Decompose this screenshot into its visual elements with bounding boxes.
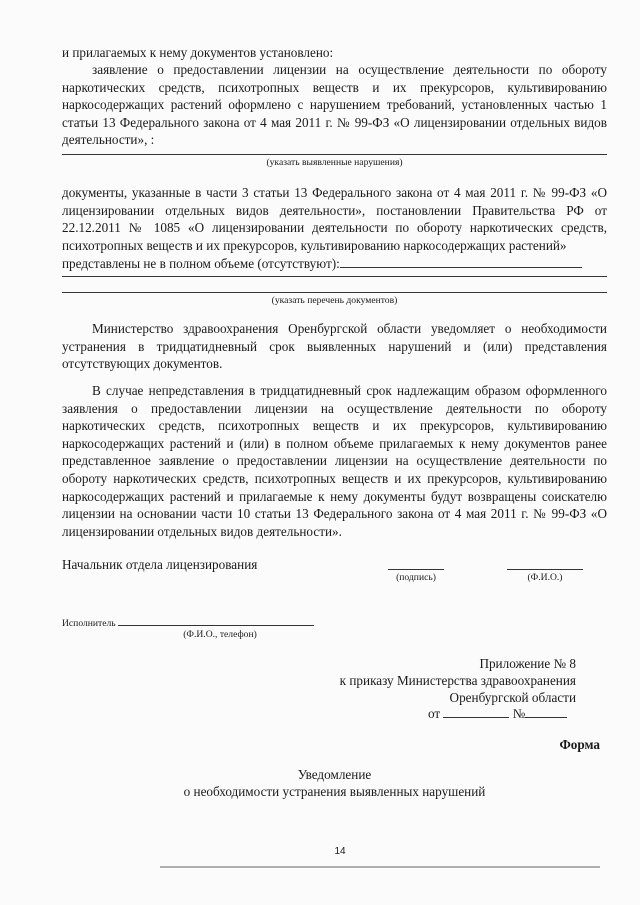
name-caption: (Ф.И.О.) [527,572,563,583]
appendix-date-blank [443,704,509,718]
documents-blank [340,254,582,268]
notice-subtitle: о необходимости устранения выявленных нарушений [183,784,486,799]
documents-tail-line [62,254,607,273]
head-title: Начальник отдела лицензирования [62,557,258,572]
page-number: 14 [334,846,346,857]
appendix-number-sign: № [512,706,526,721]
appendix-line-3: Оренбургской области [449,690,576,705]
executor-caption: (Ф.И.О., телефон) [183,629,257,640]
footer-rule [160,866,600,868]
violations-caption: (указать выявленные нарушения) [266,157,403,168]
name-line [507,569,583,570]
appendix-number-blank [525,704,567,718]
documents-line-1 [62,276,607,277]
form-label: Форма [559,737,600,752]
signature-caption: (подпись) [396,572,436,583]
application-paragraph: заявление о предоставлении лицензии на осуществление деятельности по обороту наркотических средств, психотропных веществ и их прекурсоров, культивированию наркосодержащих растений оформлено с нарушением требований, установленных частью 1 статьи 13 Федерального закона от 4 мая 2011 г. № 99-ФЗ «О лицензировании отдельных видов деятельности», : [62,62,607,148]
executor-blank [118,616,314,626]
appendix-date-line [428,704,588,723]
documents-tail-text: представлены не в полном объеме (отсутствуют): [62,256,340,271]
executor-label: Исполнитель [62,618,116,629]
documents-line-2 [62,292,607,293]
appendix-line-1: Приложение № 8 [479,656,576,671]
notice-title: Уведомление [297,767,372,782]
failure-paragraph: В случае непредставления в тридцатидневный срок надлежащим образом оформленного заявления о предоставлении лицензии на осуществление деятельности по обороту наркотических средств, психотропных веществ и их прекурсоров, культивированию наркосодержащих растений и (или) в полном объеме прилагаемых к нему документов ранее представленное заявление о предоставлении лицензии на осуществление деятельности по обороту наркотических средств, психотропных веществ и их прекурсоров, культивированию наркосодержащих растений и прилагаемые к нему документы будут возвращены соискателю лицензии на основании части 10 статьи 13 Федерального закона от 4 мая 2011 г. № 99-ФЗ «О лицензировании отдельных видов деятельности». [62,383,607,539]
appendix-from: от [428,706,441,721]
signature-line [388,569,444,570]
documents-paragraph: документы, указанные в части 3 статьи 13 Федерального закона от 4 мая 2011 г. № 99-ФЗ «О лицензировании отдельных видов деятельности», постановлении Правительства РФ от 22.12.2011 № 1085 «О лицензировании деятельности по обороту наркотических средств, психотропных веществ и их прекурсоров, культивированию наркосодержащих растений» [62,185,607,253]
ministry-paragraph: Министерство здравоохранения Оренбургской области уведомляет о необходимости устранения в тридцатидневный срок выявленных нарушений и (или) представления отсутствующих документов. [62,321,607,372]
violations-line [62,154,607,155]
executor-line [62,616,314,630]
documents-caption: (указать перечень документов) [271,295,398,306]
appendix-line-2: к приказу Министерства здравоохранения [339,673,576,688]
intro-paragraph: и прилагаемых к нему документов установлено: [62,45,334,60]
